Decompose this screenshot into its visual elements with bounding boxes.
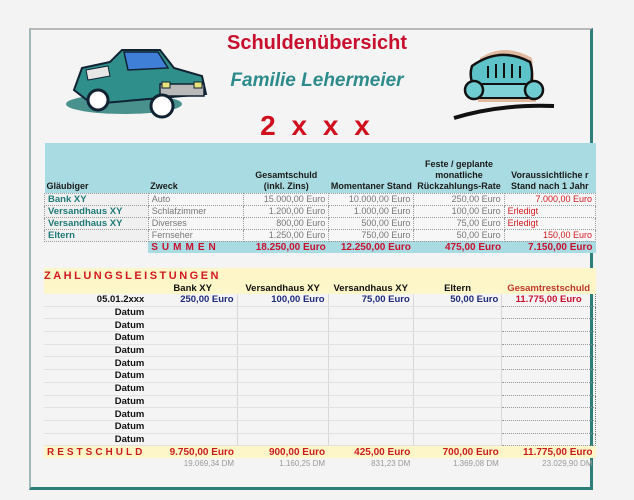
payments-title-row <box>44 268 596 282</box>
eltern-amount-cell[interactable] <box>413 319 501 332</box>
dm-versandhaus-1: 1.160,25 DM <box>279 459 326 469</box>
versandhaus-2-amount-cell[interactable] <box>328 306 413 319</box>
versandhaus-1-amount-cell[interactable] <box>237 332 328 345</box>
table-row <box>45 193 596 205</box>
debt-overview-table <box>44 143 596 253</box>
versandhaus-2-amount-cell[interactable] <box>328 344 413 357</box>
monthly-rate-cell[interactable]: 50,00 Euro <box>414 229 504 241</box>
eltern-amount-cell[interactable] <box>413 408 501 421</box>
date-cell[interactable]: Datum <box>44 408 148 421</box>
total-remaining-cell[interactable] <box>502 382 596 395</box>
eltern-amount-cell[interactable] <box>413 420 501 433</box>
current-balance-cell[interactable]: 10.000,00 Euro <box>329 193 414 205</box>
table-row <box>45 217 596 229</box>
restschuld-versandhaus-1: 900,00 Euro <box>237 446 328 458</box>
payments-section-title: ZAHLUNGSLEISTUNGEN <box>44 268 596 282</box>
bank-amount-cell[interactable] <box>148 370 237 383</box>
eltern-amount-cell[interactable] <box>413 433 501 446</box>
versandhaus-1-amount-cell[interactable] <box>237 357 328 370</box>
payment-row <box>44 332 596 345</box>
sum-monthly-rate: 475,00 Euro <box>414 241 504 253</box>
col-header-monthly-rate: Feste / geplante monatliche Rückzahlungs-Rate <box>414 143 504 193</box>
col-header-eltern: Eltern <box>413 282 501 294</box>
bank-amount-cell[interactable] <box>148 433 237 446</box>
bank-amount-cell[interactable] <box>148 344 237 357</box>
bank-amount-cell[interactable] <box>148 382 237 395</box>
creditor-cell[interactable]: Versandhaus XY <box>45 217 149 229</box>
payment-row <box>44 306 596 319</box>
purpose-cell[interactable]: Fernseher <box>148 229 243 241</box>
after-year-cell[interactable]: 7.000,00 Euro <box>504 193 595 205</box>
purpose-cell[interactable]: Auto <box>148 193 243 205</box>
date-cell[interactable]: Datum <box>44 319 148 332</box>
col-header-versandhaus-1: Versandhaus XY <box>237 282 328 294</box>
versandhaus-2-amount-cell[interactable] <box>328 319 413 332</box>
bank-amount-cell[interactable] <box>148 332 237 345</box>
year-label: 2 x x x <box>260 110 374 141</box>
monthly-rate-cell[interactable]: 100,00 Euro <box>414 205 504 217</box>
payment-row <box>44 370 596 383</box>
versandhaus-1-amount-cell[interactable] <box>237 344 328 357</box>
sums-label: SUMMEN <box>148 241 243 253</box>
payments-header-row <box>44 282 596 294</box>
total-debt-cell[interactable]: 1.200,00 Euro <box>244 205 329 217</box>
current-balance-cell[interactable]: 1.000,00 Euro <box>329 205 414 217</box>
total-remaining-cell[interactable] <box>502 344 596 357</box>
bank-amount-cell[interactable] <box>148 319 237 332</box>
payment-row <box>44 382 596 395</box>
monthly-rate-cell[interactable]: 250,00 Euro <box>414 193 504 205</box>
total-remaining-cell[interactable] <box>502 433 596 446</box>
col-header-after-one-year: Voraussichtliche r Stand nach 1 Jahr <box>504 143 595 193</box>
eltern-amount-cell[interactable] <box>413 332 501 345</box>
payment-row <box>44 319 596 332</box>
total-remaining-cell[interactable] <box>502 395 596 408</box>
eltern-amount-cell[interactable] <box>413 395 501 408</box>
eltern-amount-cell[interactable] <box>413 382 501 395</box>
payment-row <box>44 433 596 446</box>
col-header-creditor: Gläubiger <box>45 143 149 193</box>
creditor-cell[interactable]: Eltern <box>45 229 149 241</box>
date-cell[interactable]: Datum <box>44 420 148 433</box>
after-year-cell[interactable]: Erledigt <box>504 217 595 229</box>
restschuld-bank: 9.750,00 Euro <box>148 446 237 458</box>
versandhaus-2-amount-cell[interactable] <box>328 370 413 383</box>
page-title: Schuldenübersicht <box>226 32 408 54</box>
payment-row <box>44 294 596 306</box>
total-remaining-cell[interactable] <box>502 319 596 332</box>
sum-after-year: 7.150,00 Euro <box>504 241 595 253</box>
total-remaining-cell[interactable] <box>502 420 596 433</box>
restschuld-total: 11.775,00 Euro <box>502 446 596 458</box>
bank-amount-cell[interactable] <box>148 408 237 421</box>
bank-amount-cell[interactable] <box>148 357 237 370</box>
versandhaus-1-amount-cell[interactable] <box>237 319 328 332</box>
payment-row <box>44 420 596 433</box>
versandhaus-1-amount-cell[interactable] <box>237 408 328 421</box>
versandhaus-1-amount-cell[interactable] <box>237 395 328 408</box>
versandhaus-2-amount-cell[interactable] <box>328 357 413 370</box>
total-remaining-cell[interactable] <box>502 332 596 345</box>
date-cell[interactable]: Datum <box>44 370 148 383</box>
table-row <box>45 205 596 217</box>
date-cell[interactable]: Datum <box>44 433 148 446</box>
total-debt-cell[interactable]: 1.250,00 Euro <box>244 229 329 241</box>
versandhaus-2-amount-cell[interactable] <box>328 382 413 395</box>
restschuld-eltern: 700,00 Euro <box>413 446 501 458</box>
after-year-cell[interactable]: 150,00 Euro <box>504 229 595 241</box>
versandhaus-2-amount-cell[interactable] <box>328 420 413 433</box>
total-remaining-cell[interactable]: 11.775,00 Euro <box>502 294 596 306</box>
dm-total: 23.029,90 DM <box>542 459 593 469</box>
total-remaining-cell[interactable] <box>502 408 596 421</box>
col-header-bank: Bank XY <box>148 282 237 294</box>
total-remaining-cell[interactable] <box>502 357 596 370</box>
sum-current-balance: 12.250,00 Euro <box>329 241 414 253</box>
purpose-cell[interactable]: Schlafzimmer <box>148 205 243 217</box>
eltern-amount-cell[interactable]: 50,00 Euro <box>413 294 501 306</box>
col-header-date <box>44 282 148 294</box>
total-remaining-cell[interactable] <box>502 306 596 319</box>
versandhaus-2-amount-cell[interactable] <box>328 408 413 421</box>
after-year-cell[interactable]: Erledigt <box>504 205 595 217</box>
eltern-amount-cell[interactable] <box>413 370 501 383</box>
payments-table <box>44 268 596 470</box>
eltern-amount-cell[interactable] <box>413 357 501 370</box>
date-cell[interactable]: Datum <box>44 344 148 357</box>
versandhaus-1-amount-cell[interactable] <box>237 382 328 395</box>
bank-amount-cell[interactable] <box>148 306 237 319</box>
bank-amount-cell[interactable]: 250,00 Euro <box>148 294 237 306</box>
versandhaus-1-amount-cell[interactable] <box>237 306 328 319</box>
date-cell[interactable]: 05.01.2xxx <box>44 294 148 306</box>
versandhaus-2-amount-cell[interactable] <box>328 433 413 446</box>
date-cell[interactable]: Datum <box>44 395 148 408</box>
current-balance-cell[interactable]: 750,00 Euro <box>329 229 414 241</box>
versandhaus-2-amount-cell[interactable] <box>328 332 413 345</box>
col-header-total-debt: Gesamtschuld (inkl. Zins) <box>244 143 329 193</box>
date-cell[interactable]: Datum <box>44 332 148 345</box>
date-cell[interactable]: Datum <box>44 306 148 319</box>
bank-amount-cell[interactable] <box>148 395 237 408</box>
col-header-total-remaining: Gesamtrestschuld <box>502 282 596 294</box>
payment-row <box>44 357 596 370</box>
restschuld-versandhaus-2: 425,00 Euro <box>328 446 413 458</box>
current-balance-cell[interactable]: 500,00 Euro <box>329 217 414 229</box>
payment-row <box>44 344 596 357</box>
dm-eltern: 1.369,08 DM <box>452 459 499 469</box>
date-cell[interactable]: Datum <box>44 357 148 370</box>
versandhaus-1-amount-cell[interactable]: 100,00 Euro <box>237 294 328 306</box>
sum-total-debt: 18.250,00 Euro <box>244 241 329 253</box>
bank-amount-cell[interactable] <box>148 420 237 433</box>
sums-row <box>45 241 596 253</box>
total-remaining-cell[interactable] <box>502 370 596 383</box>
col-header-current-balance: Momentaner Stand <box>329 143 414 193</box>
payment-row <box>44 395 596 408</box>
versandhaus-2-amount-cell[interactable]: 75,00 Euro <box>328 294 413 306</box>
payment-row <box>44 408 596 421</box>
eltern-amount-cell[interactable] <box>413 344 501 357</box>
sums-spacer <box>45 241 149 253</box>
dm-spacer <box>44 458 148 470</box>
page-subtitle: Familie Lehermeier <box>230 70 404 91</box>
col-header-purpose: Zweck <box>148 143 243 193</box>
dm-conversion-row <box>44 458 596 470</box>
dm-versandhaus-2: 831,23 DM <box>371 459 411 469</box>
restschuld-label: RESTSCHULD <box>44 446 148 458</box>
creditor-cell[interactable]: Versandhaus XY <box>45 205 149 217</box>
versandhaus-1-amount-cell[interactable] <box>237 420 328 433</box>
versandhaus-2-amount-cell[interactable] <box>328 395 413 408</box>
total-debt-cell[interactable]: 800,00 Euro <box>244 217 329 229</box>
eltern-amount-cell[interactable] <box>413 306 501 319</box>
col-header-versandhaus-2: Versandhaus XY <box>328 282 413 294</box>
creditor-cell[interactable]: Bank XY <box>45 193 149 205</box>
total-debt-cell[interactable]: 15.000,00 Euro <box>244 193 329 205</box>
purpose-cell[interactable]: Diverses <box>148 217 243 229</box>
restschuld-row <box>44 446 596 458</box>
versandhaus-1-amount-cell[interactable] <box>237 370 328 383</box>
monthly-rate-cell[interactable]: 75,00 Euro <box>414 217 504 229</box>
dm-bank: 19.069,34 DM <box>183 459 235 469</box>
versandhaus-1-amount-cell[interactable] <box>237 433 328 446</box>
table-row <box>45 229 596 241</box>
date-cell[interactable]: Datum <box>44 382 148 395</box>
